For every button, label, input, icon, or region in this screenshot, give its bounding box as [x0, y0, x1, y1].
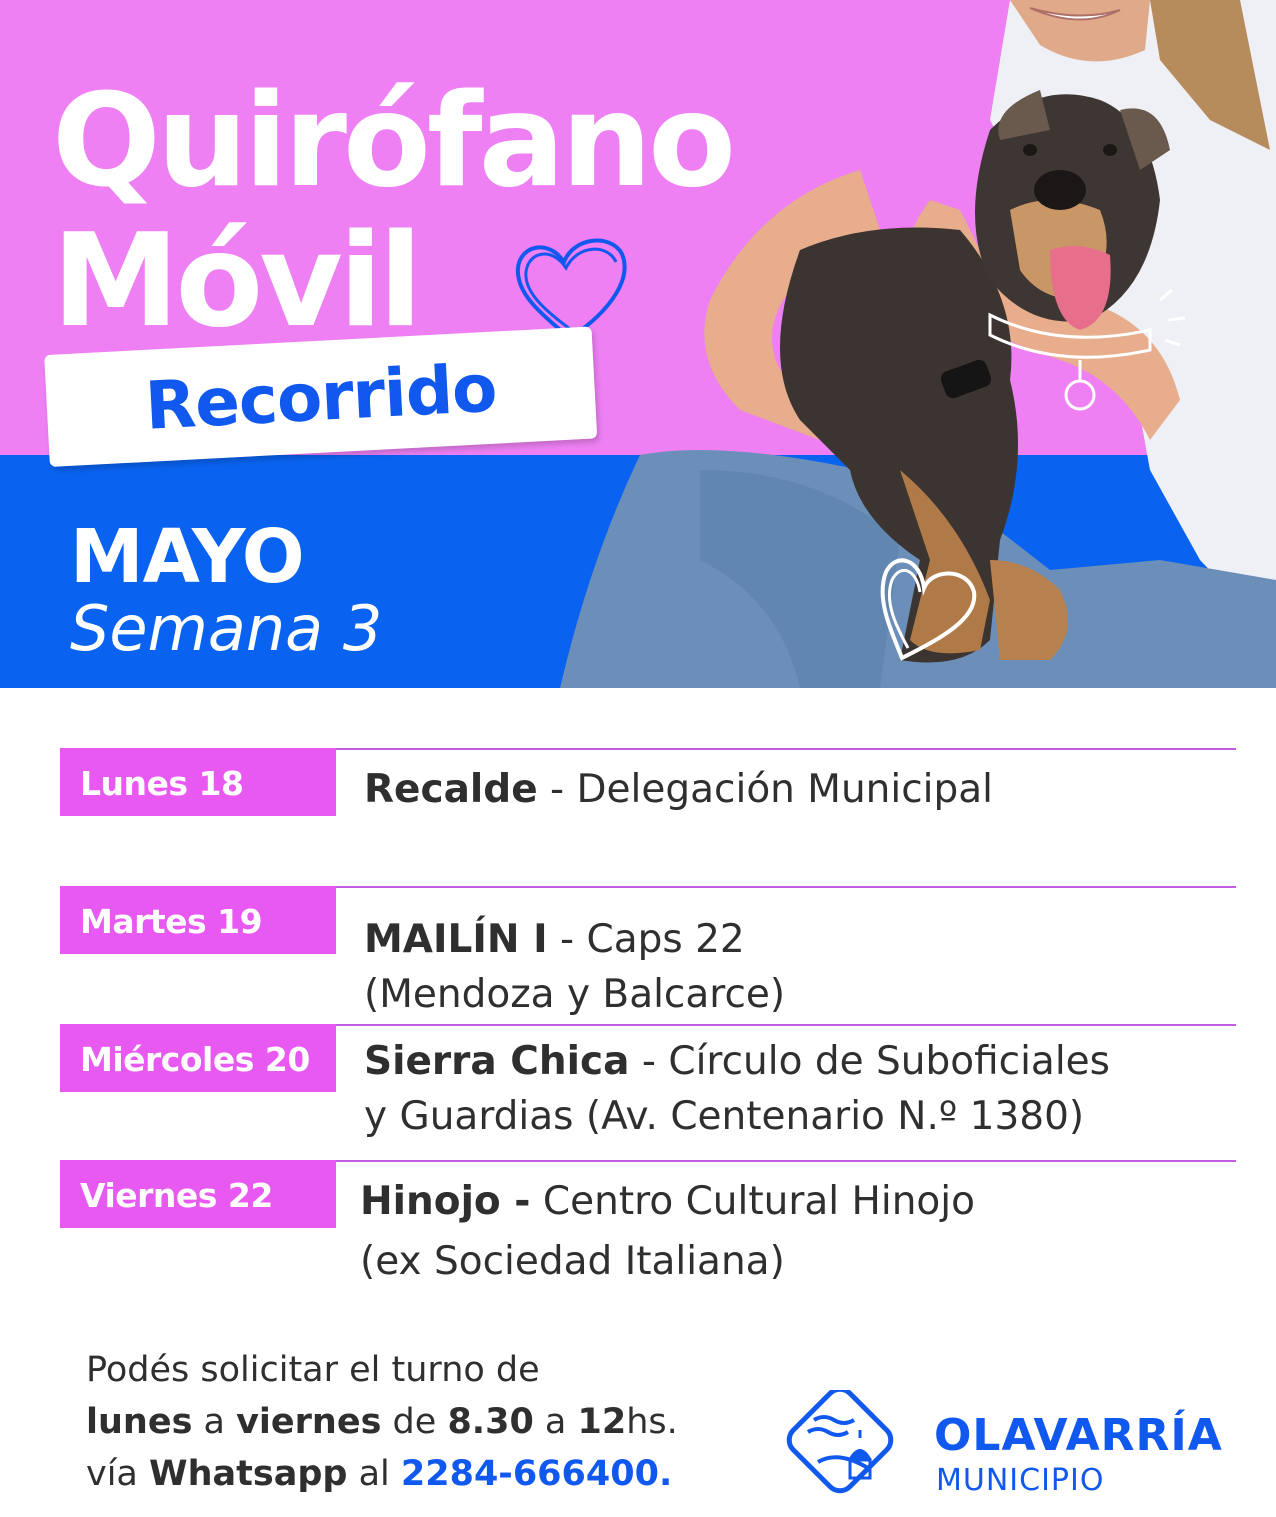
text-whatsapp: Whatsapp	[149, 1454, 348, 1494]
text-a-2: a	[533, 1402, 578, 1442]
location-text	[364, 762, 993, 817]
location-detail: Círculo de Suboficiales	[668, 1039, 1110, 1084]
location-text	[364, 912, 785, 1022]
location-detail-line2: (ex Sociedad Italiana)	[360, 1239, 785, 1284]
logo-subtitle: MUNICIPIO	[936, 1463, 1105, 1498]
text-lunes: lunes	[86, 1402, 193, 1442]
location-text	[364, 1034, 1110, 1144]
schedule-row	[0, 1160, 1276, 1284]
whatsapp-phone-number[interactable]: 2284-666400.	[400, 1454, 673, 1494]
schedule-row	[0, 886, 1276, 1017]
location-name: Sierra Chica	[364, 1039, 630, 1084]
location-separator: -	[629, 1039, 669, 1084]
location-detail-line2: (Mendoza y Balcarce)	[364, 972, 786, 1017]
appointment-info	[86, 1344, 678, 1500]
logo-name: OLAVARRÍA	[934, 1410, 1223, 1461]
location-name: Hinojo -	[360, 1179, 531, 1224]
text-end-time: 12	[577, 1402, 627, 1442]
location-text	[360, 1172, 975, 1292]
location-detail: Centro Cultural Hinojo	[542, 1179, 975, 1224]
text-al: al	[347, 1454, 401, 1494]
text-viernes: viernes	[236, 1402, 382, 1442]
text-de: de	[381, 1402, 448, 1442]
location-detail: Caps 22	[586, 917, 745, 962]
appointment-line-1: Podés solicitar el turno de	[86, 1350, 540, 1390]
location-separator	[531, 1179, 543, 1224]
location-detail-line2: y Guardias (Av. Centenario N.º 1380)	[364, 1094, 1085, 1139]
location-separator: -	[537, 767, 577, 812]
schedule-row	[0, 748, 1276, 812]
location-name: MAILÍN I	[364, 917, 548, 962]
row-divider	[336, 1024, 1236, 1026]
hero-banner	[0, 0, 1276, 688]
text-hs: hs.	[626, 1402, 678, 1442]
month-label: MAYO	[70, 514, 304, 600]
day-tag: Miércoles 20	[60, 1024, 336, 1092]
appointment-line-2	[86, 1396, 678, 1448]
week-label: Semana 3	[70, 592, 383, 665]
day-tag: Martes 19	[60, 886, 336, 954]
appointment-line-3	[86, 1448, 678, 1500]
location-separator: -	[547, 917, 587, 962]
text-a: a	[192, 1402, 237, 1442]
day-tag: Viernes 22	[60, 1160, 336, 1228]
row-divider	[336, 886, 1236, 888]
row-divider	[336, 748, 1236, 750]
title-line-1: Quirófano	[52, 67, 732, 216]
olavarria-municipio-logo-icon	[778, 1390, 918, 1500]
text-via: vía	[86, 1454, 150, 1494]
title-line-2: Móvil	[52, 207, 419, 356]
location-name: Recalde	[364, 767, 538, 812]
badge-label: Recorrido	[143, 349, 499, 445]
schedule-row	[0, 1024, 1276, 1139]
text-start-time: 8.30	[447, 1402, 534, 1442]
day-tag: Lunes 18	[60, 748, 336, 816]
white-heart-doodle-icon	[872, 548, 984, 666]
location-detail: Delegación Municipal	[576, 767, 993, 812]
row-divider	[336, 1160, 1236, 1162]
